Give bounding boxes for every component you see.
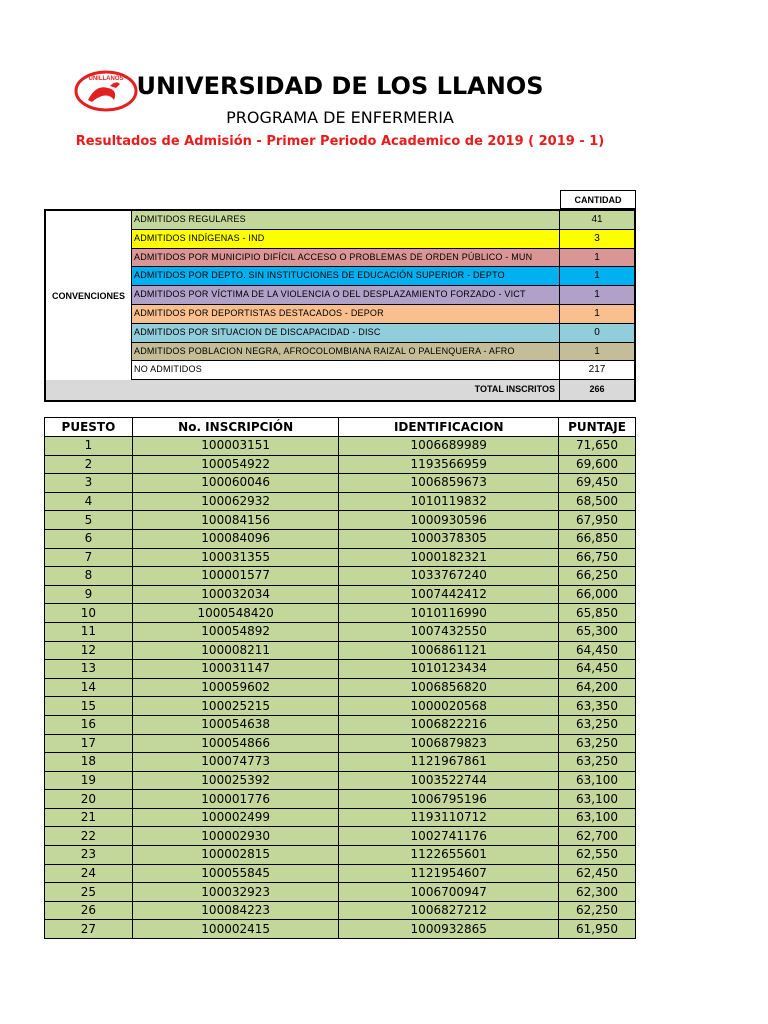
cell-inscripcion: 100002499: [132, 808, 339, 827]
cell-identificacion: 1000930596: [339, 511, 559, 530]
cell-inscripcion: 100084156: [132, 511, 339, 530]
header-puesto: PUESTO: [45, 418, 133, 437]
cell-inscripcion: 100003151: [132, 437, 339, 456]
cell-identificacion: 1006859673: [339, 474, 559, 493]
cell-inscripcion: 1000548420: [132, 604, 339, 623]
cell-puesto: 2: [45, 455, 133, 474]
cell-inscripcion: 100008211: [132, 641, 339, 660]
cell-inscripcion: 100054892: [132, 622, 339, 641]
results-subtitle: Resultados de Admisión - Primer Periodo Academico de 2019 ( 2019 - 1): [75, 134, 605, 149]
cell-identificacion: 1006795196: [339, 790, 559, 809]
table-row: [45, 567, 636, 586]
cell-inscripcion: 100060046: [132, 474, 339, 493]
cell-puntaje: 63,100: [559, 771, 636, 790]
cell-puntaje: 66,750: [559, 548, 636, 567]
table-row: [45, 678, 636, 697]
convention-value: 1: [594, 289, 600, 301]
cell-identificacion: 1193110712: [339, 808, 559, 827]
convention-row: [132, 267, 634, 286]
cell-identificacion: 1006689989: [339, 437, 559, 456]
convention-label: ADMITIDOS POR DEPTO. SIN INSTITUCIONES DE EDUCACIÓN SUPERIOR - DEPTO: [132, 267, 560, 285]
cell-inscripcion: 100025392: [132, 771, 339, 790]
table-row: [45, 920, 636, 939]
cell-puesto: 12: [45, 641, 133, 660]
table-row: [45, 604, 636, 623]
cell-puesto: 23: [45, 846, 133, 865]
cell-puesto: 24: [45, 864, 133, 883]
cell-puntaje: 65,300: [559, 622, 636, 641]
cell-identificacion: 1007432550: [339, 622, 559, 641]
conventions-grid: [44, 209, 636, 402]
cell-inscripcion: 100032923: [132, 883, 339, 902]
cell-puesto: 26: [45, 901, 133, 920]
cell-puntaje: 63,100: [559, 808, 636, 827]
conventions-rows: [132, 211, 634, 380]
table-row: [45, 901, 636, 920]
cell-puntaje: 61,950: [559, 920, 636, 939]
cell-puesto: 11: [45, 622, 133, 641]
table-row: [45, 474, 636, 493]
cell-identificacion: 1121954607: [339, 864, 559, 883]
cell-inscripcion: 100001776: [132, 790, 339, 809]
cell-puesto: 18: [45, 753, 133, 772]
results-table: [44, 417, 636, 939]
cell-puntaje: 64,450: [559, 660, 636, 679]
convention-row: [132, 305, 634, 324]
cell-identificacion: 1010116990: [339, 604, 559, 623]
cell-puesto: 13: [45, 660, 133, 679]
cell-puesto: 21: [45, 808, 133, 827]
cell-identificacion: 1006822216: [339, 715, 559, 734]
cell-identificacion: 1002741176: [339, 827, 559, 846]
convention-value: 1: [594, 345, 600, 357]
cell-puesto: 15: [45, 697, 133, 716]
cell-identificacion: 1006861121: [339, 641, 559, 660]
convention-label: ADMITIDOS INDÍGENAS - IND: [132, 230, 560, 248]
cell-inscripcion: 100054638: [132, 715, 339, 734]
table-row: [45, 808, 636, 827]
cell-inscripcion: 100025215: [132, 697, 339, 716]
header-identificacion: IDENTIFICACION: [339, 418, 559, 437]
table-row: [45, 697, 636, 716]
header-puntaje: PUNTAJE: [559, 418, 636, 437]
results-header-row: [45, 418, 636, 437]
convention-row: [132, 343, 634, 362]
cell-identificacion: 1122655601: [339, 846, 559, 865]
table-row: [45, 585, 636, 604]
conventions-label: CONVENCIONES: [46, 211, 132, 380]
cell-identificacion: 1006700947: [339, 883, 559, 902]
table-row: [45, 753, 636, 772]
convention-value: 1: [594, 270, 600, 282]
table-row: [45, 492, 636, 511]
convention-value: 1: [594, 307, 600, 319]
cell-puntaje: 64,200: [559, 678, 636, 697]
table-row: [45, 790, 636, 809]
cell-identificacion: 1193566959: [339, 455, 559, 474]
cell-puntaje: 62,550: [559, 846, 636, 865]
cell-puntaje: 63,100: [559, 790, 636, 809]
cell-puntaje: 69,450: [559, 474, 636, 493]
table-row: [45, 715, 636, 734]
cell-puntaje: 67,950: [559, 511, 636, 530]
quantity-header: CANTIDAD: [560, 190, 636, 209]
cell-puntaje: 66,000: [559, 585, 636, 604]
cell-inscripcion: 100059602: [132, 678, 339, 697]
table-row: [45, 455, 636, 474]
convention-row: [132, 211, 634, 230]
cell-identificacion: 1000020568: [339, 697, 559, 716]
cell-inscripcion: 100054922: [132, 455, 339, 474]
convention-label: ADMITIDOS REGULARES: [132, 211, 560, 229]
convention-row: [132, 361, 634, 380]
cell-puntaje: 62,450: [559, 864, 636, 883]
cell-inscripcion: 100031147: [132, 660, 339, 679]
convention-row: [132, 324, 634, 343]
total-value: 266: [589, 384, 605, 395]
cell-puntaje: 62,300: [559, 883, 636, 902]
cell-puntaje: 68,500: [559, 492, 636, 511]
cell-inscripcion: 100032034: [132, 585, 339, 604]
table-row: [45, 437, 636, 456]
cell-inscripcion: 100054866: [132, 734, 339, 753]
cell-puntaje: 63,250: [559, 734, 636, 753]
cell-identificacion: 1010119832: [339, 492, 559, 511]
cell-puntaje: 66,250: [559, 567, 636, 586]
cell-inscripcion: 100074773: [132, 753, 339, 772]
cell-puntaje: 71,650: [559, 437, 636, 456]
table-row: [45, 864, 636, 883]
logo-text: UNILLANOS: [88, 76, 124, 82]
cell-puntaje: 62,250: [559, 901, 636, 920]
convention-label: NO ADMITIDOS: [132, 361, 560, 379]
cell-identificacion: 1010123434: [339, 660, 559, 679]
convention-value: 0: [594, 326, 600, 338]
cell-puesto: 20: [45, 790, 133, 809]
program-title: PROGRAMA DE ENFERMERIA: [226, 108, 454, 127]
cell-inscripcion: 100002930: [132, 827, 339, 846]
cell-identificacion: 1000182321: [339, 548, 559, 567]
cell-identificacion: 1121967861: [339, 753, 559, 772]
cell-inscripcion: 100001577: [132, 567, 339, 586]
table-row: [45, 622, 636, 641]
cell-identificacion: 1007442412: [339, 585, 559, 604]
cell-puntaje: 63,250: [559, 753, 636, 772]
table-row: [45, 771, 636, 790]
table-row: [45, 846, 636, 865]
table-row: [45, 548, 636, 567]
cell-puesto: 9: [45, 585, 133, 604]
total-label: TOTAL INSCRITOS: [46, 380, 560, 400]
cell-identificacion: 1003522744: [339, 771, 559, 790]
cell-identificacion: 1000378305: [339, 529, 559, 548]
cell-puntaje: 64,450: [559, 641, 636, 660]
convention-label: ADMITIDOS POR MUNICIPIO DIFÍCIL ACCESO O PROBLEMAS DE ORDEN PÚBLICO - MUN: [132, 249, 560, 267]
conventions-panel: [44, 190, 636, 400]
cell-identificacion: 1006827212: [339, 901, 559, 920]
cell-identificacion: 1033767240: [339, 567, 559, 586]
cell-puesto: 25: [45, 883, 133, 902]
total-row: [46, 380, 634, 400]
cell-puesto: 4: [45, 492, 133, 511]
cell-inscripcion: 100055845: [132, 864, 339, 883]
table-row: [45, 511, 636, 530]
results-body: [45, 437, 636, 939]
cell-puesto: 16: [45, 715, 133, 734]
cell-puntaje: 62,700: [559, 827, 636, 846]
cell-inscripcion: 100002815: [132, 846, 339, 865]
convention-label: ADMITIDOS POR SITUACION DE DISCAPACIDAD - DISC: [132, 324, 560, 342]
convention-label: ADMITIDOS POR DEPORTISTAS DESTACADOS - DEPOR: [132, 305, 560, 323]
cell-inscripcion: 100084223: [132, 901, 339, 920]
cell-identificacion: 1006879823: [339, 734, 559, 753]
cell-puesto: 27: [45, 920, 133, 939]
table-row: [45, 827, 636, 846]
cell-puntaje: 65,850: [559, 604, 636, 623]
convention-value: 3: [594, 232, 600, 244]
cell-puesto: 19: [45, 771, 133, 790]
table-row: [45, 660, 636, 679]
cell-inscripcion: 100084096: [132, 529, 339, 548]
cell-puesto: 10: [45, 604, 133, 623]
convention-row: [132, 230, 634, 249]
table-row: [45, 641, 636, 660]
cell-inscripcion: 100031355: [132, 548, 339, 567]
cell-puesto: 8: [45, 567, 133, 586]
cell-puntaje: 66,850: [559, 529, 636, 548]
cell-puesto: 22: [45, 827, 133, 846]
cell-puesto: 5: [45, 511, 133, 530]
cell-inscripcion: 100062932: [132, 492, 339, 511]
cell-puntaje: 63,250: [559, 715, 636, 734]
table-row: [45, 734, 636, 753]
cell-puesto: 7: [45, 548, 133, 567]
convention-row: [132, 286, 634, 305]
cell-inscripcion: 100002415: [132, 920, 339, 939]
convention-value: 41: [591, 214, 603, 225]
cell-identificacion: 1006856820: [339, 678, 559, 697]
cell-puesto: 17: [45, 734, 133, 753]
cell-puesto: 3: [45, 474, 133, 493]
convention-row: [132, 249, 634, 268]
table-row: [45, 529, 636, 548]
university-title: UNIVERSIDAD DE LOS LLANOS: [136, 72, 544, 100]
convention-value: 1: [594, 251, 600, 263]
convention-label: ADMITIDOS POBLACION NEGRA, AFROCOLOMBIANA RAIZAL O PALENQUERA - AFRO: [132, 343, 560, 361]
cell-puesto: 1: [45, 437, 133, 456]
convention-label: ADMITIDOS POR VÍCTIMA DE LA VIOLENCIA O DEL DESPLAZAMIENTO FORZADO - VICT: [132, 286, 560, 304]
cell-puesto: 14: [45, 678, 133, 697]
cell-puesto: 6: [45, 529, 133, 548]
cell-identificacion: 1000932865: [339, 920, 559, 939]
table-row: [45, 883, 636, 902]
cell-puntaje: 69,600: [559, 455, 636, 474]
header-inscripcion: No. INSCRIPCIÓN: [132, 418, 339, 437]
convention-value: 217: [588, 364, 606, 376]
cell-puntaje: 63,350: [559, 697, 636, 716]
